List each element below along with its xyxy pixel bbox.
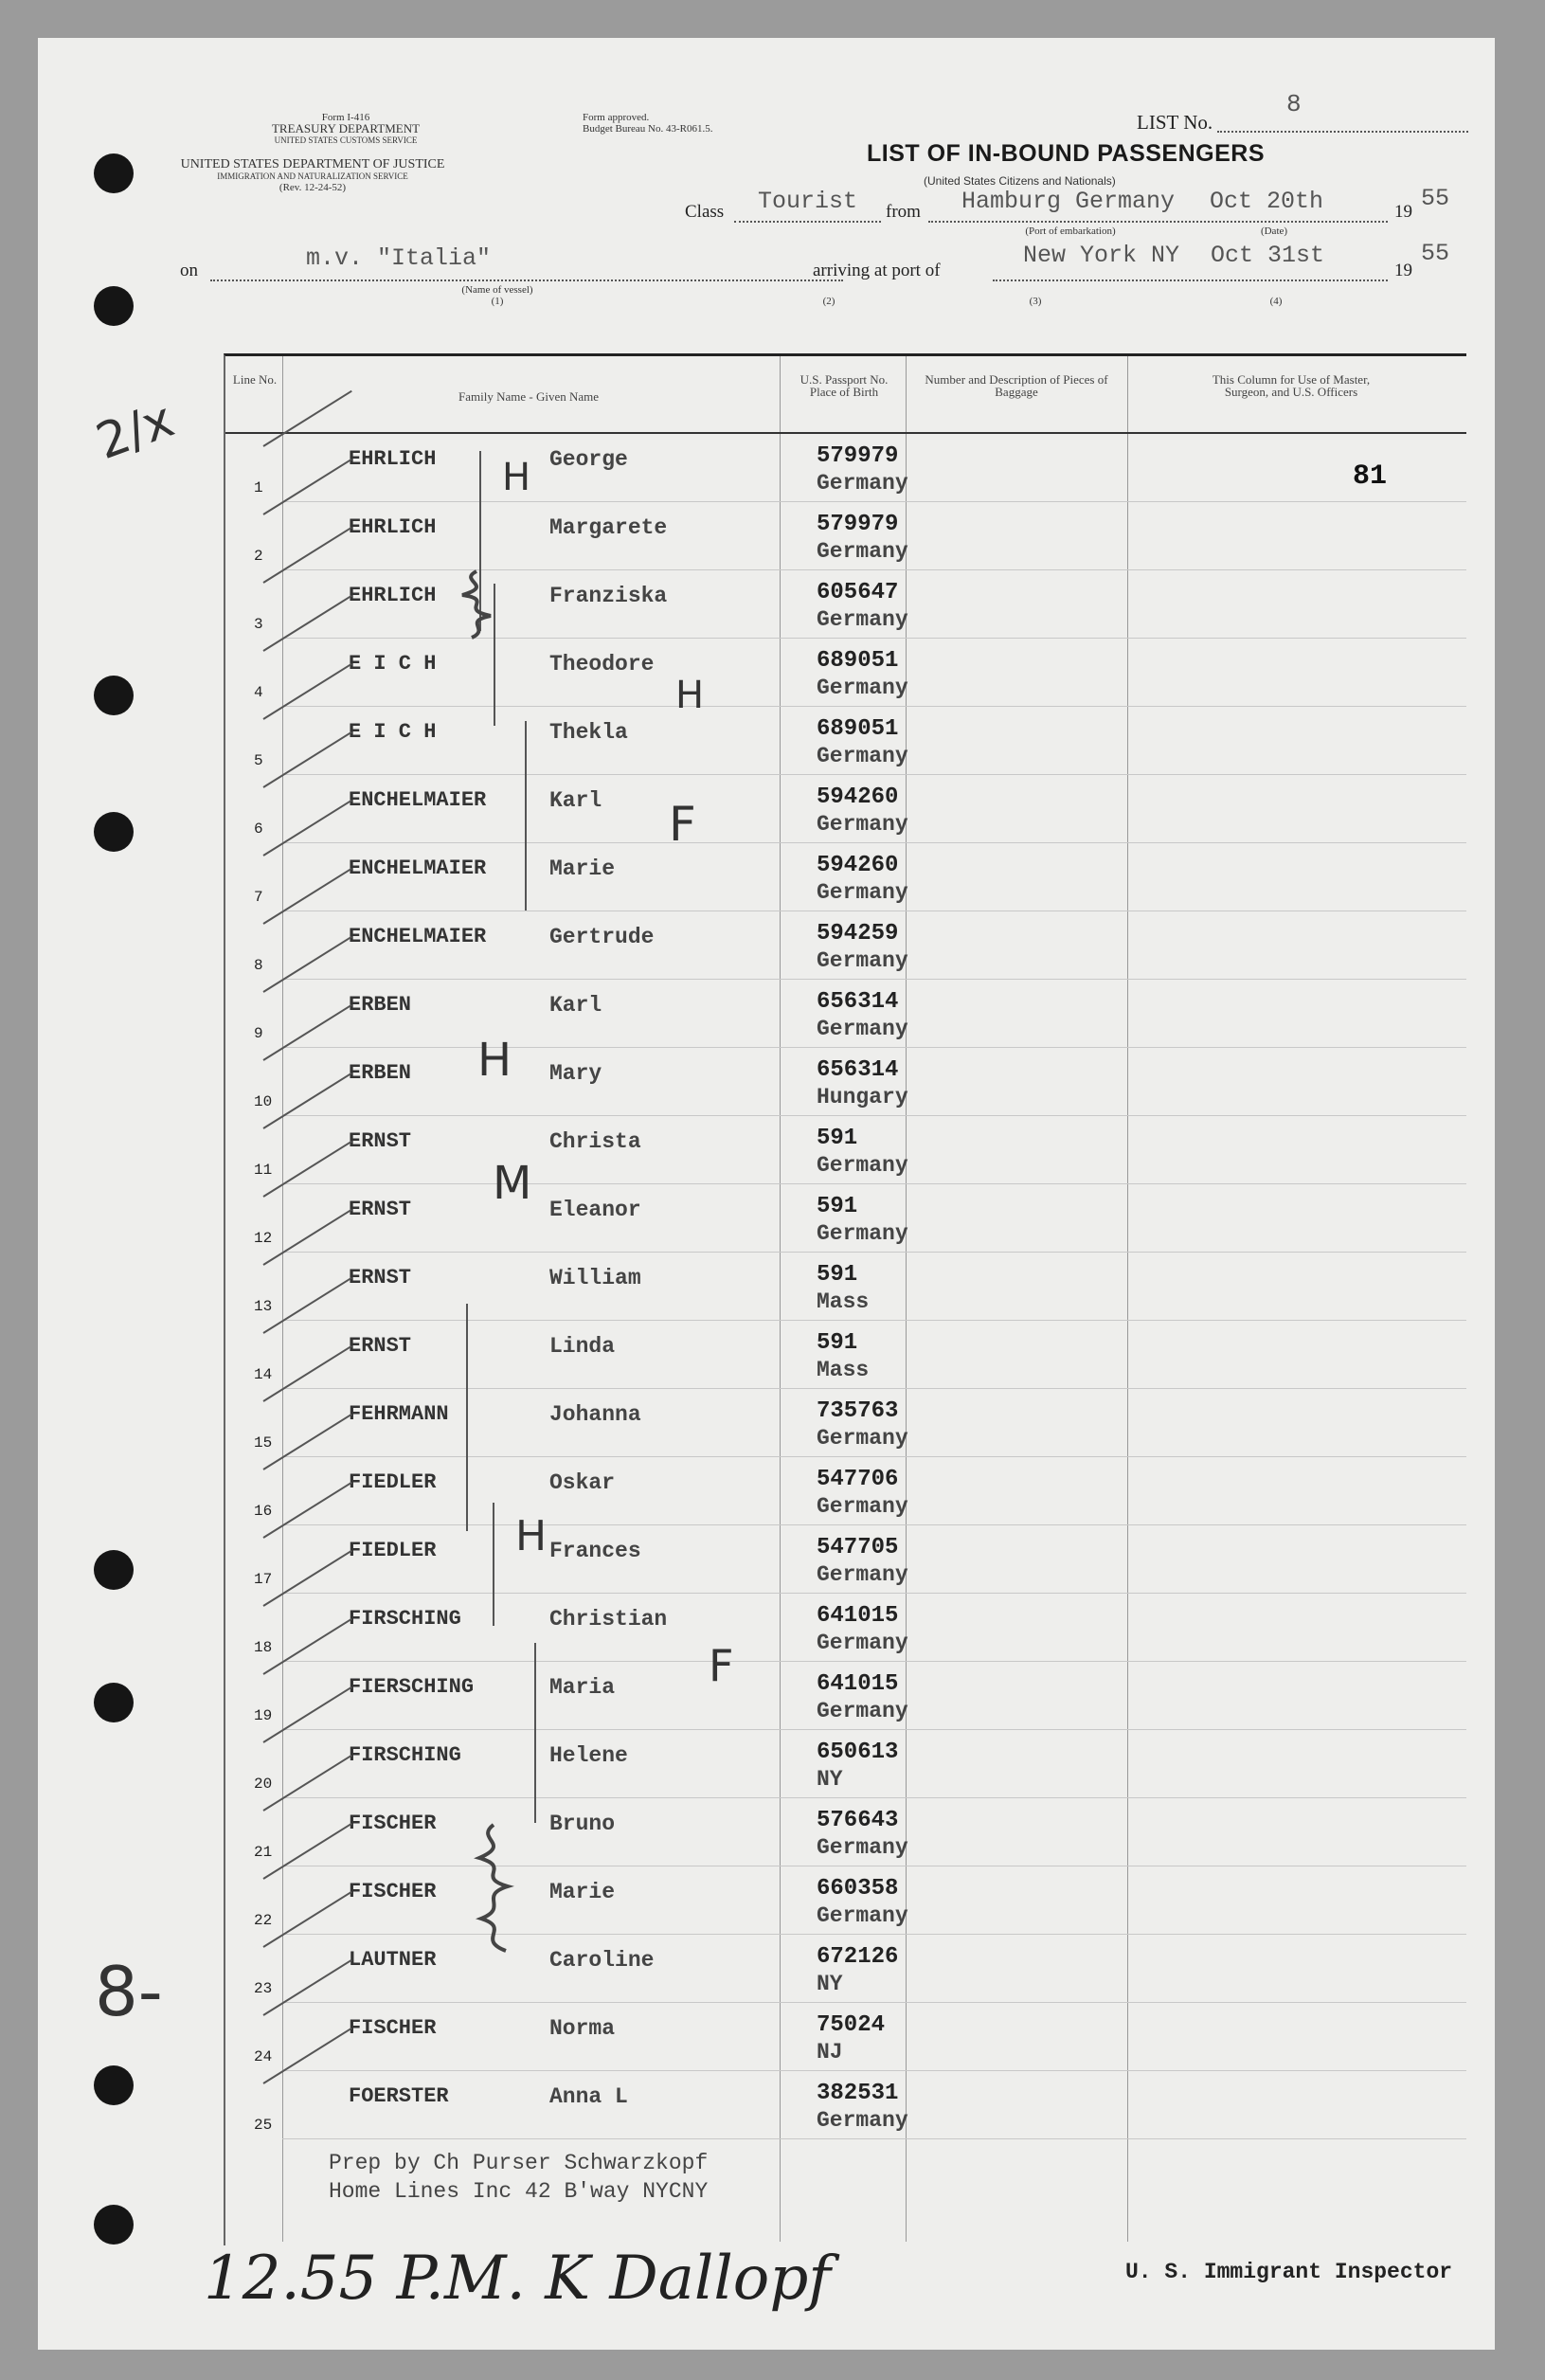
passport-number: 591 [817, 1262, 858, 1288]
place-of-birth: Germany [817, 607, 908, 632]
arrival-line [993, 279, 1388, 281]
place-of-birth: Germany [817, 1017, 908, 1041]
place-of-birth: Germany [817, 1221, 908, 1246]
family-name: ERNST [349, 1334, 412, 1358]
passport-cell [817, 512, 908, 565]
passport-number: 579979 [817, 512, 899, 537]
passport-number: 641015 [817, 1671, 899, 1697]
line-number: 10 [254, 1093, 273, 1110]
binder-hole [94, 153, 134, 193]
line-number: 1 [254, 479, 263, 496]
year-prefix-1: 19 [1394, 202, 1412, 222]
binder-hole [94, 676, 134, 715]
family-name: FIRSCHING [349, 1607, 461, 1631]
given-name: William [549, 1266, 641, 1290]
passenger-row [225, 1662, 1466, 1730]
passenger-row [225, 1116, 1466, 1184]
list-no-value: 8 [1286, 90, 1302, 118]
passenger-row [225, 843, 1466, 911]
class-line [734, 221, 881, 223]
given-name: Oskar [549, 1470, 616, 1495]
officer-count: 81 [1353, 460, 1388, 493]
line-number: 4 [254, 684, 263, 701]
justice-dept: UNITED STATES DEPARTMENT OF JUSTICE [180, 157, 445, 171]
given-name: Marie [549, 856, 616, 881]
line-number: 13 [254, 1298, 273, 1315]
line-number: 16 [254, 1503, 273, 1520]
passport-cell [817, 1671, 908, 1724]
margin-note: 2/x [89, 390, 182, 472]
passport-cell [817, 853, 908, 906]
place-of-birth: Germany [817, 1835, 908, 1860]
passport-cell [817, 2081, 908, 2134]
family-name: E I C H [349, 652, 437, 676]
passenger-row [225, 980, 1466, 1048]
header-passport: U.S. Passport No. Place of Birth [799, 372, 889, 399]
family-name: EHRLICH [349, 515, 437, 539]
from-label: from [886, 202, 921, 222]
given-name: Karl [549, 993, 602, 1018]
place-of-birth: Germany [817, 1631, 908, 1655]
prepared-by: Prep by Ch Purser Schwarzkopf [329, 2151, 709, 2175]
passenger-row [225, 911, 1466, 980]
form-number: Form I-416 [321, 112, 370, 123]
passport-cell [817, 1262, 869, 1315]
passport-cell [817, 1057, 908, 1110]
passenger-row [225, 1935, 1466, 2003]
page-subtitle: (United States Citizens and Nationals) [924, 174, 1116, 188]
family-name: FIERSCHING [349, 1675, 475, 1699]
header-baggage: Number and Description of Pieces of Baggage [925, 372, 1108, 399]
vessel-name: m.v. "Italia" [306, 244, 492, 272]
form-approved: Form approved. [583, 112, 650, 123]
line-number: 24 [254, 2048, 273, 2065]
passport-number: 689051 [817, 648, 899, 674]
passenger-row [225, 570, 1466, 639]
column-number-2: (2) [822, 296, 835, 307]
list-no-line [1217, 131, 1468, 133]
passenger-row [225, 1730, 1466, 1798]
arrival-date: Oct 31st [1211, 242, 1325, 269]
passport-number: 672126 [817, 1944, 899, 1970]
handwritten-mark: F [709, 1640, 734, 1691]
place-of-birth: Germany [817, 948, 908, 973]
passport-number: 641015 [817, 1603, 899, 1629]
family-bracket [493, 1503, 494, 1626]
date-label: (Date) [1260, 225, 1288, 237]
passport-number: 579979 [817, 443, 899, 469]
family-name: ERNST [349, 1266, 412, 1289]
department-block [171, 159, 455, 193]
family-name: FISCHER [349, 1880, 437, 1903]
given-name: Christian [549, 1607, 668, 1632]
passport-cell [817, 1535, 908, 1588]
family-bracket [525, 721, 527, 911]
line-number: 15 [254, 1434, 273, 1451]
place-of-birth: NY [817, 1767, 843, 1792]
passport-number: 594260 [817, 853, 899, 878]
list-no-label: LIST No. [1137, 111, 1213, 134]
passport-cell [817, 1126, 908, 1179]
line-number: 9 [254, 1025, 263, 1042]
row-rule [282, 2138, 1466, 2139]
check-mark [262, 390, 351, 447]
column-number-4: (4) [1269, 296, 1283, 307]
passport-cell [817, 1330, 869, 1383]
given-name: Caroline [549, 1948, 655, 1973]
passenger-row [225, 1253, 1466, 1321]
given-name: George [549, 447, 628, 472]
line-number: 8 [254, 957, 263, 974]
passport-cell [817, 1944, 898, 1997]
family-name: ERBEN [349, 993, 412, 1017]
passenger-row [225, 1594, 1466, 1662]
passport-cell [817, 2012, 885, 2065]
from-line [928, 221, 1388, 223]
header-name: Family Name - Given Name [458, 389, 599, 404]
passport-number: 382531 [817, 2081, 899, 2106]
passport-number: 735763 [817, 1398, 899, 1424]
handwritten-mark: H [675, 674, 705, 717]
line-number: 2 [254, 548, 263, 565]
passport-cell [817, 1467, 908, 1520]
binder-hole [94, 2065, 134, 2105]
passenger-row [225, 775, 1466, 843]
passport-number: 75024 [817, 2012, 886, 2038]
passport-number: 656314 [817, 1057, 899, 1083]
handwritten-mark: H [502, 456, 531, 499]
margin-note: 8- [95, 1952, 163, 2031]
line-number: 11 [254, 1162, 273, 1179]
passport-cell [817, 1603, 908, 1656]
place-of-birth: Germany [817, 812, 908, 837]
given-name: Johanna [549, 1402, 641, 1427]
passport-number: 594260 [817, 784, 899, 810]
passport-cell [817, 784, 908, 838]
inspector-label: U. S. Immigrant Inspector [1125, 2260, 1453, 2284]
class-label: Class [685, 202, 725, 222]
passport-cell [817, 1876, 908, 1929]
line-number: 12 [254, 1230, 273, 1247]
binder-hole [94, 1683, 134, 1722]
handwritten-mark: F [669, 797, 696, 852]
year-2: 55 [1421, 240, 1450, 267]
given-name: Helene [549, 1743, 628, 1768]
vessel-name-label: (Name of vessel) [461, 284, 533, 296]
line-number: 3 [254, 616, 263, 633]
family-bracket [466, 1304, 468, 1531]
line-number: 7 [254, 889, 263, 906]
family-name: ENCHELMAIER [349, 925, 487, 948]
place-of-birth: Germany [817, 539, 908, 564]
place-of-birth: Germany [817, 676, 908, 700]
passport-number: 591 [817, 1330, 858, 1356]
passport-number: 594259 [817, 921, 899, 947]
family-name: FISCHER [349, 2016, 437, 2040]
class-value: Tourist [758, 188, 858, 215]
passenger-row [225, 1798, 1466, 1866]
column-number-3: (3) [1029, 296, 1042, 307]
company-line: Home Lines Inc 42 B'way NYCNY [329, 2179, 709, 2204]
family-name: LAUTNER [349, 1948, 437, 1972]
given-name: Gertrude [549, 925, 655, 949]
passport-number: 591 [817, 1194, 858, 1219]
ins-service: IMMIGRATION AND NATURALIZATION SERVICE [217, 171, 408, 181]
place-of-birth: NY [817, 1972, 843, 1996]
binder-hole [94, 812, 134, 852]
given-name: Franziska [549, 584, 668, 608]
line-number: 23 [254, 1980, 273, 1997]
approval-block [583, 112, 763, 135]
family-name: ENCHELMAIER [349, 856, 487, 880]
passenger-row [225, 1525, 1466, 1594]
place-of-birth: Germany [817, 1562, 908, 1587]
family-name: FISCHER [349, 1812, 437, 1835]
given-name: Anna L [549, 2084, 628, 2109]
passport-number: 605647 [817, 580, 899, 605]
on-label: on [180, 261, 198, 280]
passenger-row [225, 2003, 1466, 2071]
place-of-birth: Germany [817, 1153, 908, 1178]
passport-cell [817, 443, 908, 496]
passport-number: 547706 [817, 1467, 899, 1492]
page-title: LIST OF IN-BOUND PASSENGERS [867, 140, 1266, 167]
treasury-dept: TREASURY DEPARTMENT [271, 121, 421, 135]
passport-cell [817, 1808, 908, 1861]
family-name: EHRLICH [349, 584, 437, 607]
passport-cell [817, 1194, 908, 1247]
family-name: FIEDLER [349, 1539, 437, 1562]
binder-hole [94, 2205, 134, 2245]
passport-number: 689051 [817, 716, 899, 742]
inspector-signature: 12.55 P.M. K Dallopf [204, 2244, 831, 2314]
passport-number: 650613 [817, 1740, 899, 1765]
header-line-no: Line No. [232, 372, 278, 387]
place-of-birth: Germany [817, 1903, 908, 1928]
passenger-row [225, 2071, 1466, 2139]
port-embarkation-label: (Port of embarkation) [1025, 225, 1116, 237]
family-name: FOERSTER [349, 2084, 449, 2108]
place-of-birth: NJ [817, 2040, 843, 2064]
family-name: ERNST [349, 1129, 412, 1153]
passenger-row [225, 639, 1466, 707]
year-prefix-2: 19 [1394, 261, 1412, 280]
binder-hole [94, 286, 134, 326]
place-of-birth: Germany [817, 471, 908, 496]
passport-number: 547705 [817, 1535, 899, 1560]
family-bracket [534, 1643, 536, 1823]
vessel-line [210, 279, 843, 281]
family-name: FEHRMANN [349, 1402, 449, 1426]
year-1: 55 [1421, 185, 1450, 212]
customs-service: UNITED STATES CUSTOMS SERVICE [274, 135, 418, 145]
place-of-birth: Germany [817, 2108, 908, 2133]
line-number: 6 [254, 820, 263, 838]
given-name: Mary [549, 1061, 602, 1086]
passport-number: 656314 [817, 989, 899, 1015]
family-name: ENCHELMAIER [349, 788, 487, 812]
handwritten-mark: M [493, 1157, 532, 1210]
line-number: 25 [254, 2117, 273, 2134]
passenger-row [225, 1457, 1466, 1525]
given-name: Theodore [549, 652, 655, 676]
family-name: FIEDLER [349, 1470, 437, 1494]
line-number: 17 [254, 1571, 273, 1588]
passport-cell [817, 921, 908, 974]
passenger-row [225, 434, 1466, 502]
arrival-port: New York NY [1023, 242, 1180, 269]
vessel-column-number: (1) [491, 296, 504, 307]
line-number: 19 [254, 1707, 273, 1724]
arriving-label: arriving at port of [813, 261, 941, 280]
passport-cell [817, 648, 908, 701]
revision-date: (Rev. 12-24-52) [278, 182, 347, 193]
given-name: Margarete [549, 515, 668, 540]
line-number: 5 [254, 752, 263, 769]
family-name: ERNST [349, 1198, 412, 1221]
line-number: 20 [254, 1776, 273, 1793]
line-number: 14 [254, 1366, 273, 1383]
passport-cell [817, 989, 908, 1042]
scribble-mark [470, 1820, 517, 1962]
family-name: E I C H [349, 720, 437, 744]
line-number: 22 [254, 1912, 273, 1929]
passenger-row [225, 1048, 1466, 1116]
passenger-row [225, 1866, 1466, 1935]
place-of-birth: Germany [817, 1426, 908, 1451]
passenger-row [225, 502, 1466, 570]
given-name: Christa [549, 1129, 641, 1154]
given-name: Maria [549, 1675, 616, 1700]
header-officers: This Column for Use of Master, Surgeon, and U.S. Officers [1212, 372, 1371, 399]
handwritten-mark: H [477, 1034, 512, 1087]
place-of-birth: Germany [817, 880, 908, 905]
given-name: Karl [549, 788, 602, 813]
manifest-page [38, 38, 1495, 2350]
passenger-row [225, 1389, 1466, 1457]
budget-bureau: Budget Bureau No. 43-R061.5. [583, 123, 713, 135]
from-date: Oct 20th [1210, 188, 1324, 215]
family-name: EHRLICH [349, 447, 437, 471]
place-of-birth: Germany [817, 744, 908, 768]
form-number-block [237, 112, 455, 146]
given-name: Eleanor [549, 1198, 641, 1222]
passport-cell [817, 1398, 908, 1451]
line-number: 21 [254, 1844, 273, 1861]
from-port: Hamburg Germany [961, 188, 1176, 215]
given-name: Norma [549, 2016, 616, 2041]
place-of-birth: Hungary [817, 1085, 908, 1109]
given-name: Bruno [549, 1812, 616, 1836]
given-name: Linda [549, 1334, 616, 1359]
passport-cell [817, 580, 908, 633]
passenger-row [225, 1321, 1466, 1389]
passenger-row [225, 1184, 1466, 1253]
passenger-table [224, 353, 1466, 2245]
given-name: Frances [549, 1539, 641, 1563]
family-name: ERBEN [349, 1061, 412, 1085]
passport-number: 576643 [817, 1808, 899, 1833]
scribble-mark [453, 567, 500, 642]
passenger-rows [225, 434, 1466, 2149]
place-of-birth: Mass [817, 1289, 870, 1314]
handwritten-mark: H [515, 1512, 548, 1560]
given-name: Marie [549, 1880, 616, 1904]
place-of-birth: Germany [817, 1699, 908, 1723]
passport-number: 660358 [817, 1876, 899, 1902]
family-name: FIRSCHING [349, 1743, 461, 1767]
line-number: 18 [254, 1639, 273, 1656]
passenger-row [225, 707, 1466, 775]
place-of-birth: Germany [817, 1494, 908, 1519]
passport-number: 591 [817, 1126, 858, 1151]
passport-cell [817, 716, 908, 769]
given-name: Thekla [549, 720, 628, 745]
passport-cell [817, 1740, 898, 1793]
place-of-birth: Mass [817, 1358, 870, 1382]
binder-hole [94, 1550, 134, 1590]
